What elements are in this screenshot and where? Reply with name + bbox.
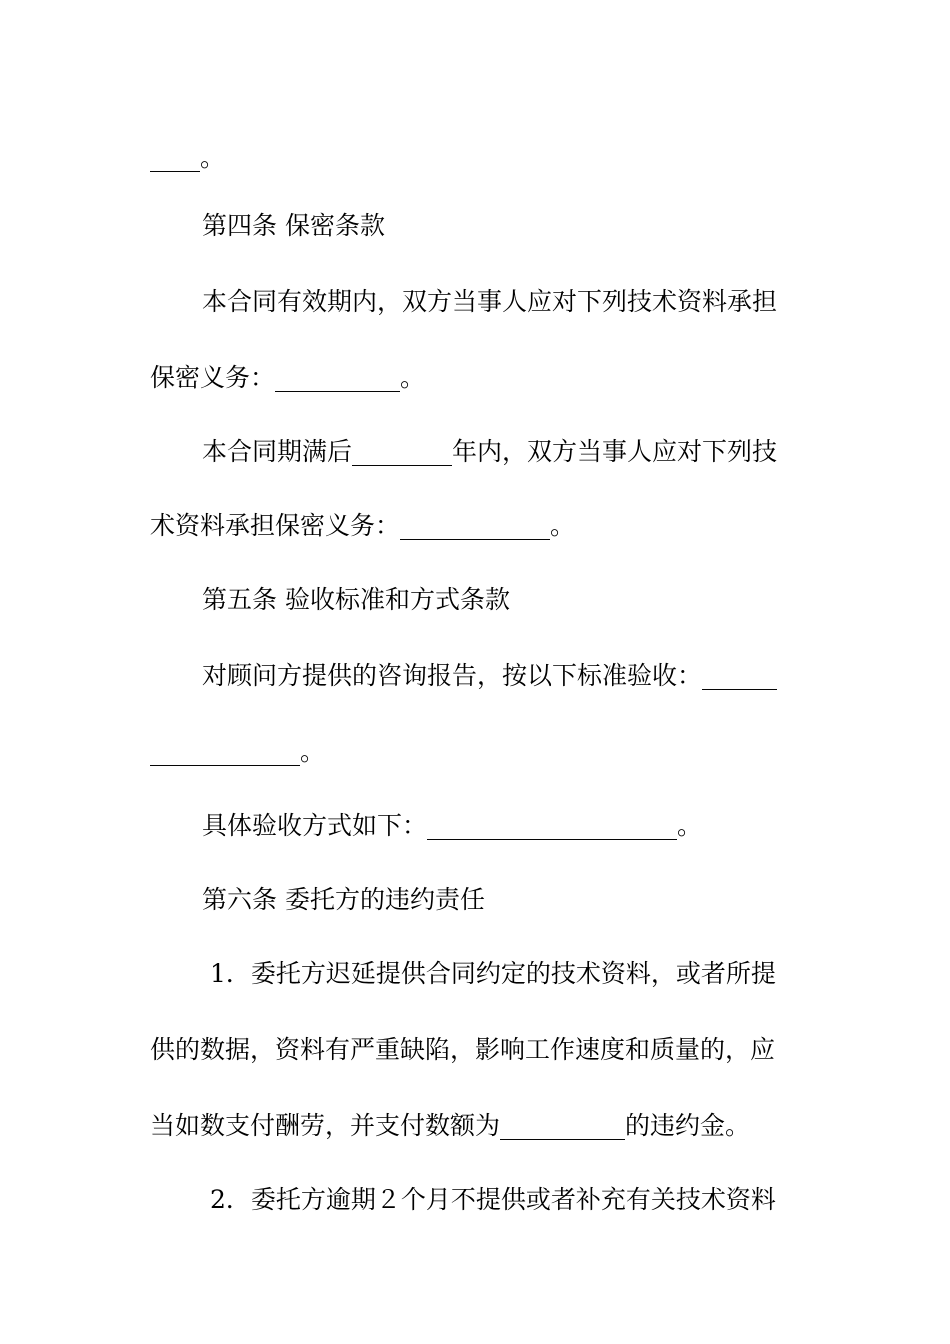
section-heading-5: 第五条 验收标准和方式条款 (202, 585, 510, 614)
text-line-5: 本合同期满后________年内，双方当事人应对下列技 (202, 437, 778, 466)
clause-1-line-2: 供的数据，资料有严重缺陷，影响工作速度和质量的，应 (150, 1035, 776, 1064)
text-line-9: ____________。 (150, 737, 326, 766)
text-line-1: ____。 (150, 143, 226, 172)
text-line-10: 具体验收方式如下：____________________。 (202, 811, 703, 840)
text-line-6: 术资料承担保密义务：____________。 (150, 511, 576, 540)
section-heading-4: 第四条 保密条款 (202, 211, 385, 240)
clause-2-line-1: 2．委托方逾期２个月不提供或者补充有关技术资料 (202, 1185, 776, 1214)
text-line-3: 本合同有效期内，双方当事人应对下列技术资料承担 (202, 287, 778, 316)
clause-1-line-1: 1．委托方迟延提供合同约定的技术资料，或者所提 (202, 959, 776, 988)
text-line-8: 对顾问方提供的咨询报告，按以下标准验收：______ (202, 661, 778, 690)
clause-1-line-3: 当如数支付酬劳，并支付数额为__________的违约金。 (150, 1111, 751, 1140)
text-line-4: 保密义务：__________。 (150, 363, 426, 392)
section-heading-6: 第六条 委托方的违约责任 (202, 885, 485, 914)
